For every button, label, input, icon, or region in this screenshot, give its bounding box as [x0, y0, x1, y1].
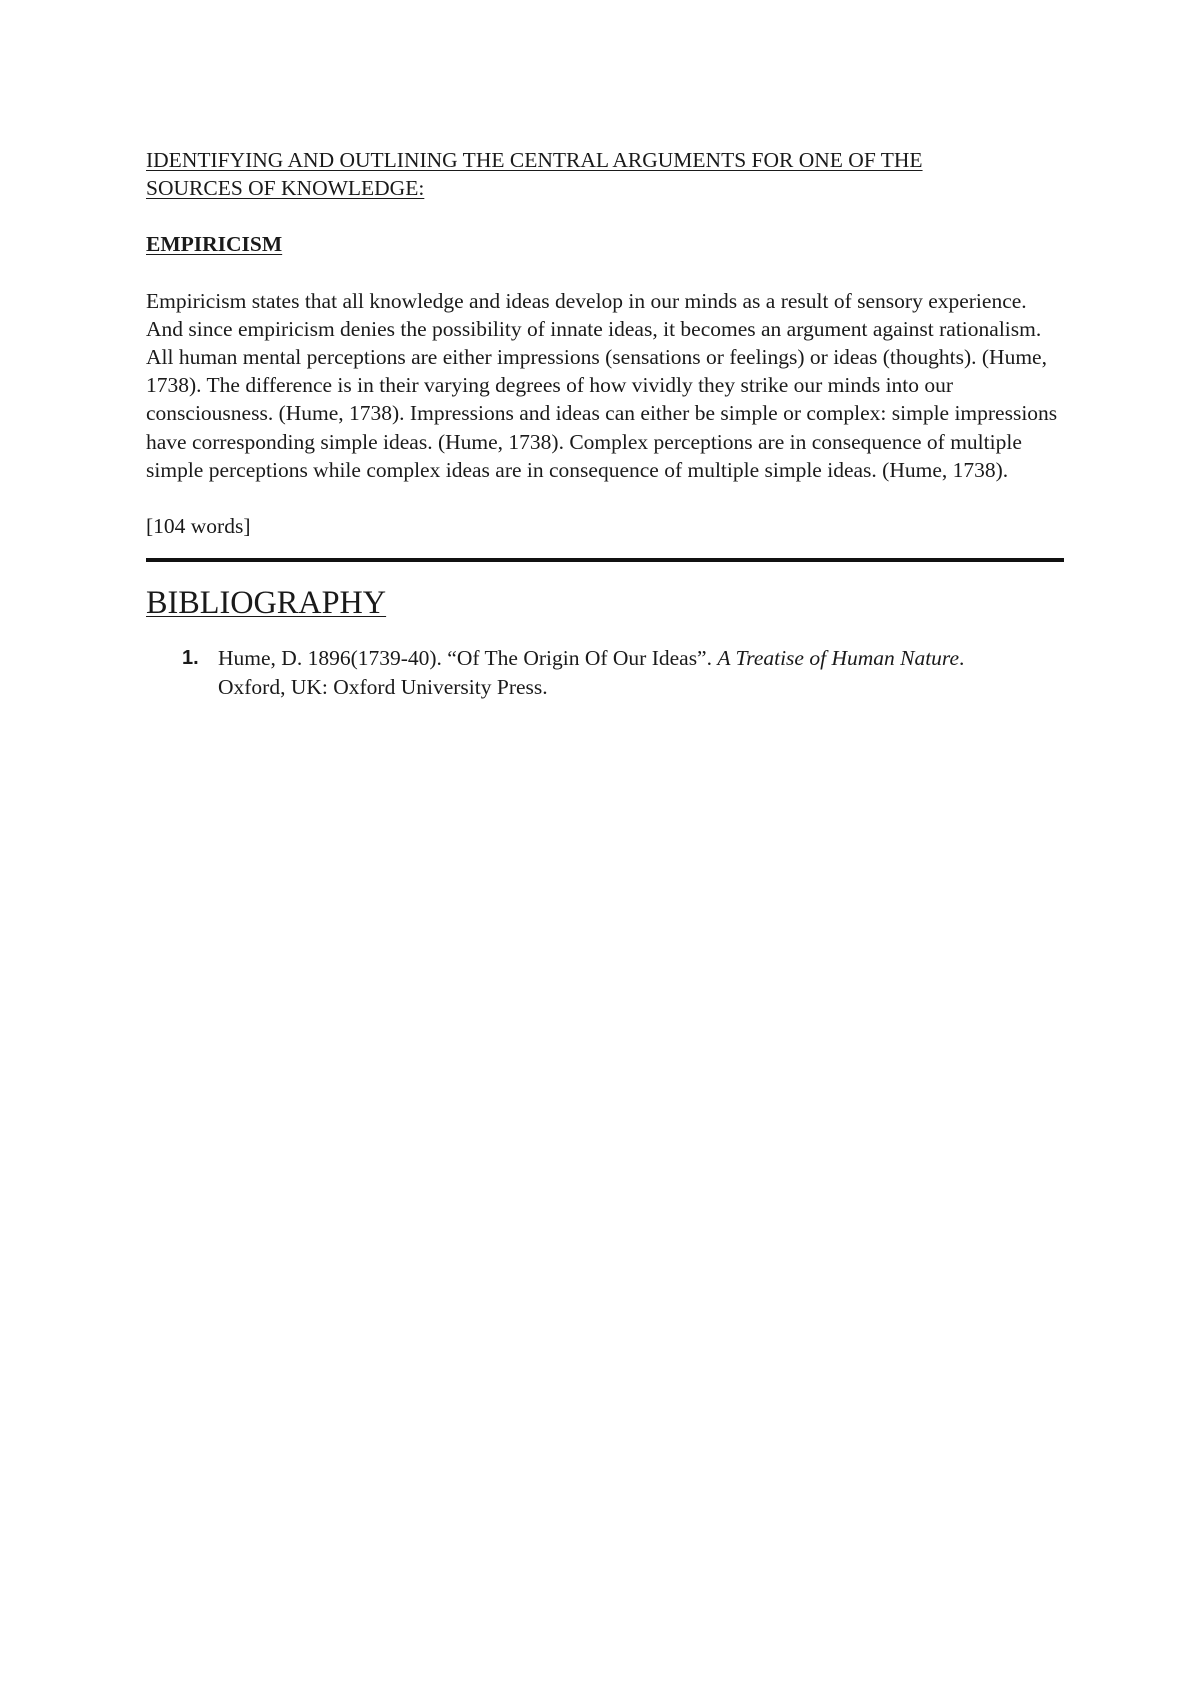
body-paragraph: Empiricism states that all knowledge and ideas develop in our minds as a result of sensory experience. And since empiricism denies the possibility of innate ideas, it becomes an argument against rationalism. All human mental perceptions are either impressions (sensations or feelings) or ideas (thoughts). (Hume, 1738). The difference is in their varying degrees of how vividly they strike our minds into our consciousness. (Hume, 1738). Impressions and ideas can either be simple or complex: simple impressions have corresponding simple ideas. (Hume, 1738). Complex perceptions are in consequence of multiple simple perceptions while complex ideas are in consequence of multiple simple ideas. (Hume, 1738). — [146, 288, 1058, 482]
bibliography-entry-lead: Hume, D. 1896(1739-40). “Of The Origin Of Our Ideas”. — [218, 646, 718, 671]
horizontal-rule — [146, 558, 1064, 562]
document-content — [146, 146, 1064, 701]
word-count: [104 words] — [146, 514, 251, 539]
bibliography-entry-number: 1. — [182, 647, 199, 670]
bibliography-list — [146, 644, 1064, 700]
bibliography-entry-tail: . Oxford, UK: Oxford University Press. — [218, 646, 965, 699]
bibliography-entry-text — [218, 644, 998, 700]
bibliography-entry-book-title: A Treatise of Human Nature — [717, 646, 960, 671]
bibliography-entry — [146, 644, 1064, 700]
title-line-2: SOURCES OF KNOWLEDGE: — [146, 176, 425, 201]
section-heading-empiricism: EMPIRICISM — [146, 232, 283, 257]
title-line-1: IDENTIFYING AND OUTLINING THE CENTRAL ARGUMENTS FOR ONE OF THE — [146, 148, 923, 172]
bibliography-heading: BIBLIOGRAPHY — [146, 584, 387, 621]
page-title — [146, 146, 1064, 202]
